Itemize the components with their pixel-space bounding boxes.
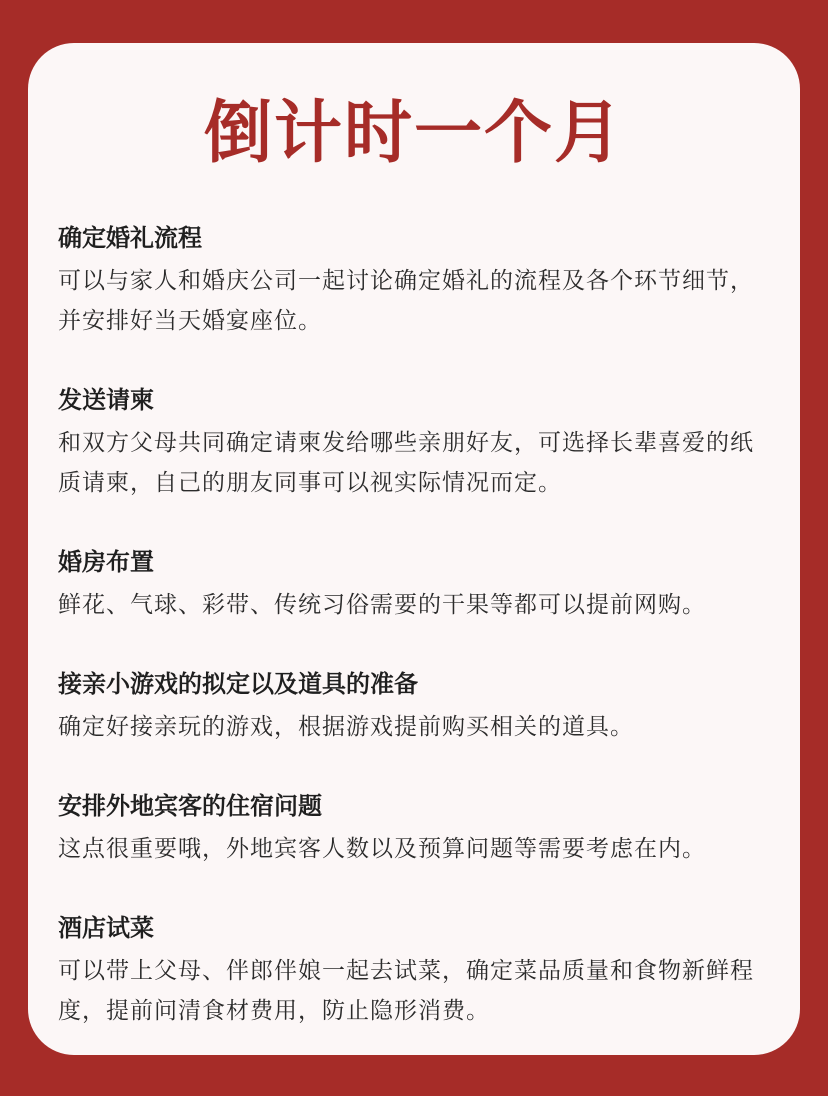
section-pickup-games <box>58 667 770 747</box>
section-body: 鲜花、气球、彩带、传统习俗需要的干果等都可以提前网购。 <box>58 591 706 618</box>
section-wedding-process <box>58 221 770 341</box>
section-room-decoration <box>58 545 770 625</box>
section-invitations <box>58 383 770 503</box>
page-title: 倒计时一个月 <box>203 94 624 173</box>
section-body: 可以与家人和婚庆公司一起讨论确定婚礼的流程及各个环节细节，并安排好当天婚宴座位。 <box>58 267 754 334</box>
section-heading: 接亲小游戏的拟定以及道具的准备 <box>58 669 418 698</box>
section-body: 可以带上父母、伴郎伴娘一起去试菜，确定菜品质量和食物新鲜程度，提前问清食材费用，防止隐形消费。 <box>58 957 754 1024</box>
section-guest-lodging <box>58 789 770 869</box>
sections-list <box>58 221 770 1031</box>
section-heading: 安排外地宾客的住宿问题 <box>58 791 322 820</box>
section-body: 和双方父母共同确定请柬发给哪些亲朋好友，可选择长辈喜爱的纸质请柬，自己的朋友同事可以视实际情况而定。 <box>58 429 754 496</box>
section-heading: 发送请柬 <box>58 385 154 414</box>
section-heading: 酒店试菜 <box>58 913 154 942</box>
section-heading: 婚房布置 <box>58 547 154 576</box>
section-body: 确定好接亲玩的游戏，根据游戏提前购买相关的道具。 <box>58 713 634 740</box>
content-card <box>28 43 800 1055</box>
section-body: 这点很重要哦，外地宾客人数以及预算问题等需要考虑在内。 <box>58 835 706 862</box>
section-menu-tasting <box>58 911 770 1031</box>
section-heading: 确定婚礼流程 <box>58 223 202 252</box>
